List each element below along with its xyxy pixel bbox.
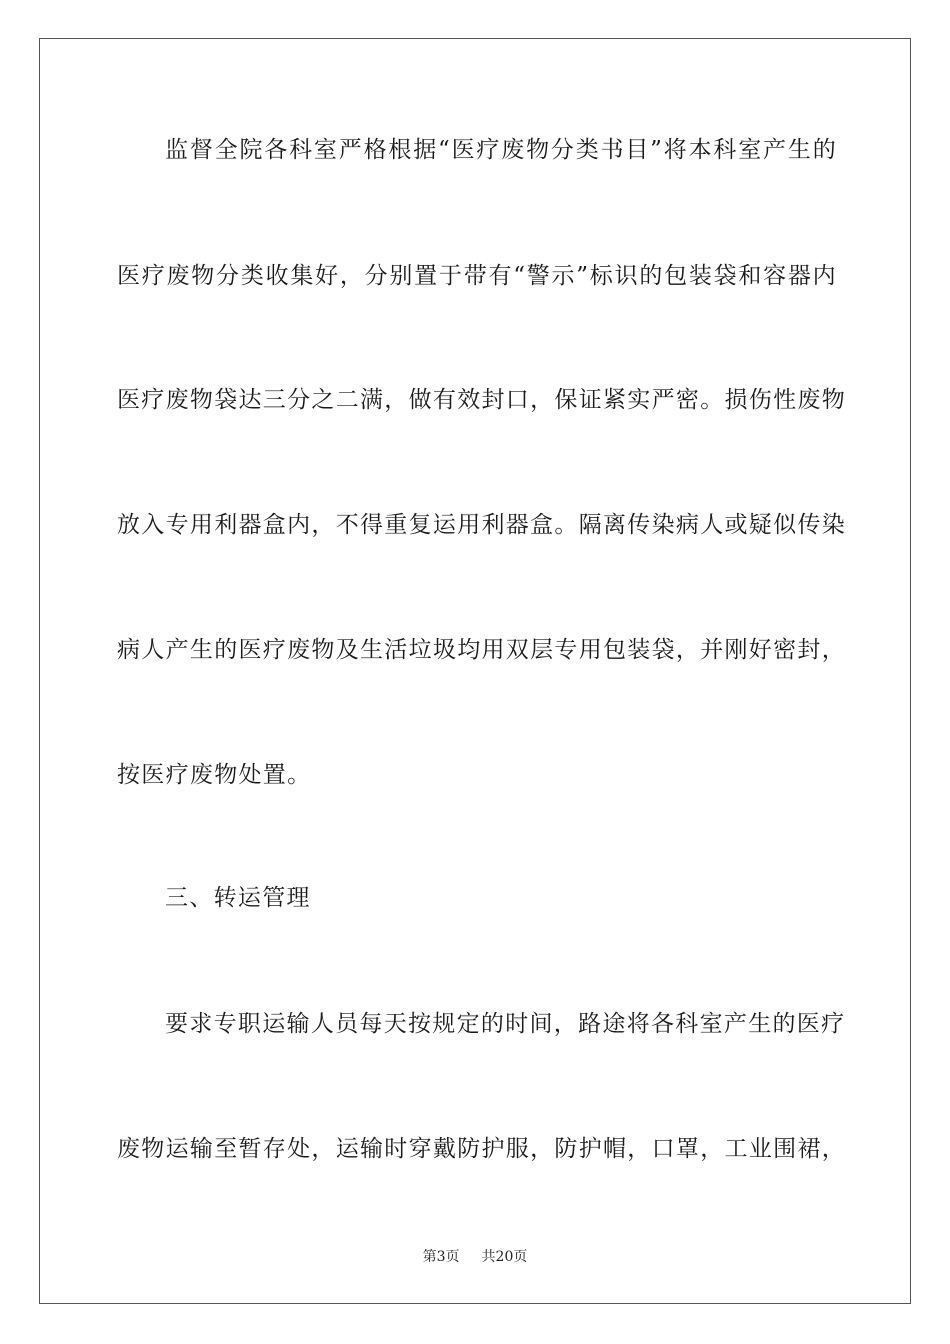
section-heading: 三、转运管理 [165, 885, 311, 911]
paragraph-line: 要求专职运输人员每天按规定的时间，路途将各科室产生的医疗 [165, 1011, 846, 1037]
paragraph-line: 监督全院各科室严格根据“医疗废物分类书目”将本科室产生的 [165, 137, 837, 163]
page-border [39, 38, 911, 1304]
current-page-number: 第3页 [422, 1249, 460, 1265]
paragraph-line: 病人产生的医疗废物及生活垃圾均用双层专用包装袋，并刚好密封， [117, 637, 846, 663]
paragraph-line: 医疗废物分类收集好，分别置于带有“警示”标识的包装袋和容器内 [117, 263, 837, 289]
total-pages: 共20页 [481, 1249, 528, 1265]
paragraph-line: 废物运输至暂存处，运输时穿戴防护服，防护帽，口罩，工业围裙， [117, 1136, 846, 1162]
paragraph-line: 医疗废物袋达三分之二满，做有效封口，保证紧实严密。损伤性废物 [117, 387, 846, 413]
paragraph-line: 按医疗废物处置。 [117, 762, 312, 788]
page-footer [0, 1248, 950, 1266]
paragraph-line: 放入专用利器盒内，不得重复运用利器盒。隔离传染病人或疑似传染 [117, 512, 846, 538]
